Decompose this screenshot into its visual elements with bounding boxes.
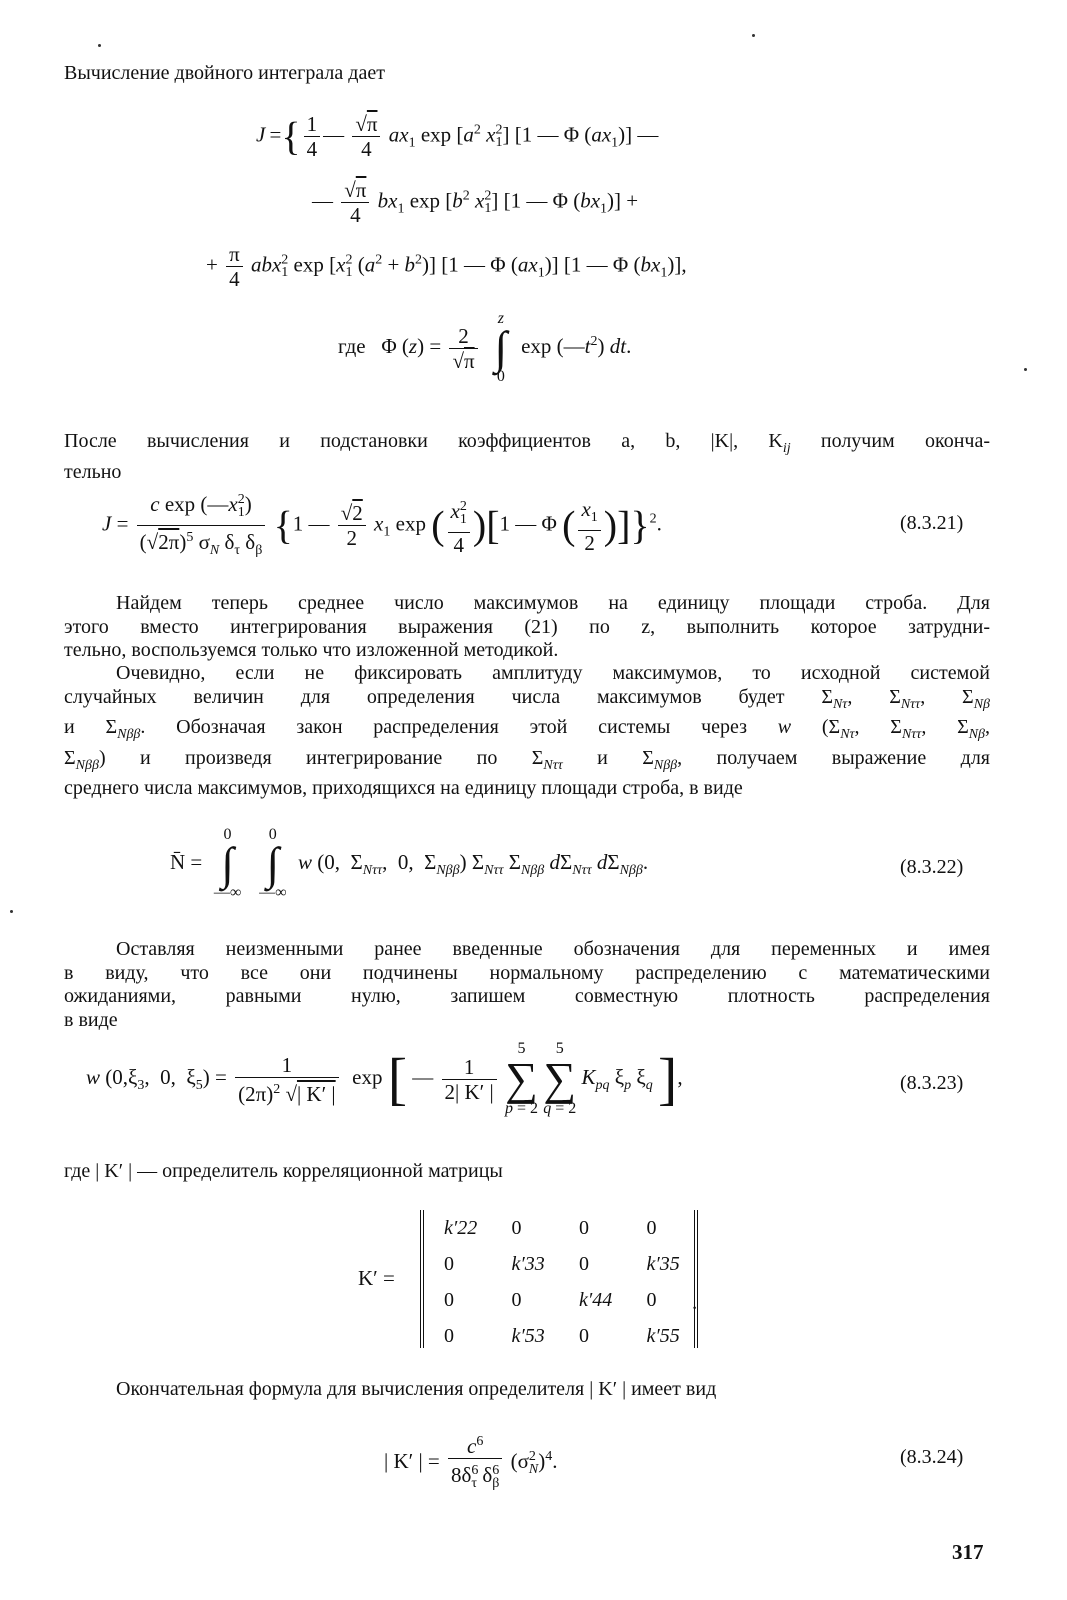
formula-j-line1: J ={ $\frac{1}{4}$ — $\frac{√\pi}{4}$ $ax_1$ $\exp [a^2$ $x^2_1$] [1 — Φ $(ax_1)$] —	[256, 112, 659, 161]
matrix-period: .	[692, 1290, 698, 1314]
equation-8-3-24: | K′ | = $\frac{c^6}{8\delta^6_\tau \delta^6_\beta}$ $(\sigma^2_N)^4$.	[384, 1430, 558, 1496]
formula-j-line3: + $\frac{\pi}{4}$ abx$^2_1$ $\exp [x^2_1$ $(a^2 + b^2)$] [1 — Φ $(ax_1)$] [1 — Φ $(bx_1)$],	[206, 242, 687, 291]
formula-j-line2: — $\frac{√\pi}{4}$ $bx_1$ $\exp [b^2$ $x^2_1$] [1 — Φ $(bx_1)$] +	[312, 178, 639, 227]
matrix-row: 0 k′53 0 k′55	[444, 1324, 680, 1347]
equation-number-22: (8.3.22)	[900, 856, 964, 878]
paragraph-intro: Вычисление двойного интеграла дает	[64, 62, 385, 84]
paragraph-obviously: Очевидно, если не фиксировать амплитуду максимумов, то исходной системой случайных величин для определения числа максимумов будет $\Sigma_{N\tau}$, $\Sigma_{N\tau\tau}$, $\Sigma_{N\beta}$ и $\Sigma_{N\beta\beta}$. Обозначая закон распределения этой системы через w ($\Sigma_{N\tau}$, $\Sigma_{N\tau\tau}$, $\Sigma_{N\beta}$, $\Sigma_{N\beta\beta}$) и произведя интегрирование по $\Sigma_{N\tau\tau}$ и $\Sigma_{N\beta\beta}$, получаем выражение для среднего числа максимумов, приходящихся на единицу площади строба, в виде	[64, 662, 991, 799]
equation-number-24: (8.3.24)	[900, 1446, 964, 1468]
matrix-row: 0 k′33 0 k′35	[444, 1252, 680, 1275]
equation-8-3-22: N̄ = 0 ∫ —∞ 0 ∫ —∞ w (0, $\Sigma_{N\tau\tau}$, 0, $\Sigma_{N\beta\beta}$) $\Sigma_{N\tau\tau}$ $\Sigma_{N\beta\beta}$ $d\Sigma_{N\tau\tau}$ $d\Sigma_{N\beta\beta}$.	[170, 826, 649, 901]
paragraph-determinant-def: где | K′ | — определитель корреляционной матрицы	[64, 1160, 503, 1182]
correlation-matrix	[420, 1210, 698, 1348]
paragraph-after-substitution: После вычисления и подстановки коэффициентов a, b, |K|, $K_{ij}$ получим оконча- тельно	[64, 430, 990, 483]
equation-8-3-23: w ($0,\xi_3$, 0, $\xi_5$) = $\frac{1}{(2\pi)^2 √| K' |}$ exp [ — $\frac{1}{2| K' |}$ 5 ∑ p = 2 5 ∑ q = 2 $K_{pq}$ $\xi_p$ $\xi_q$ ],	[86, 1040, 683, 1117]
page-number: 317	[952, 1540, 984, 1564]
equation-8-3-21: J = $\frac{c \exp (—x^2_1)}{(√2\pi)^5 \sigma_N \delta_\tau \delta_\beta}$ {1 — $\frac{√2}{2}$ $x_1$ exp ( $\frac{x^2_1}{4}$ )[1 — Φ ( $\frac{x_1}{2}$ )]}$^2$.	[102, 488, 662, 563]
equation-number-21: (8.3.21)	[900, 512, 964, 534]
paragraph-final-formula: Окончательная формула для вычисления определителя | K′ | имеет вид	[116, 1378, 717, 1400]
matrix-row: 0 0 k′44 0	[444, 1288, 657, 1311]
matrix-row: k′22 0 0 0	[444, 1216, 657, 1239]
matrix-label: K′ =	[358, 1266, 395, 1290]
formula-phi-definition: где Φ (z) = $\frac{2}{√\pi}$ z ∫ 0 $\exp (—t^2)$ dt.	[338, 310, 632, 385]
paragraph-average-maxima: Найдем теперь среднее число максимумов на единицу площади строба. Для этого вместо интегрирования выражения (21) по z, выполнить которое затрудни- тельно, воспользуемся только что изложенной методикой.	[64, 592, 990, 661]
equation-number-23: (8.3.23)	[900, 1072, 964, 1094]
paragraph-notation: Оставляя неизменными ранее введенные обозначения для переменных и имея в виду, что все они подчинены нормальному распределению с математическими ожиданиями, равными нулю, запишем совместную плотность распределения в виде	[64, 938, 990, 1031]
